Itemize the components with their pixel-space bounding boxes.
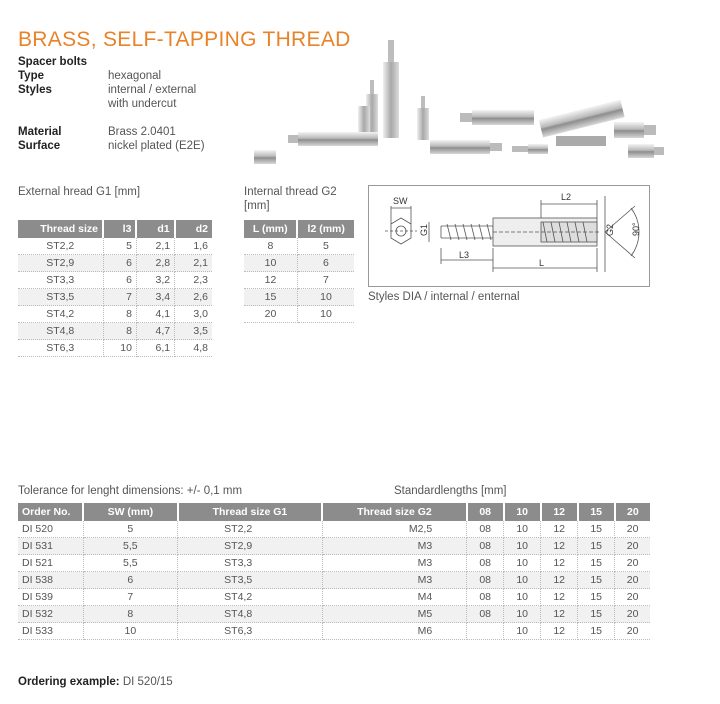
table-row	[18, 538, 650, 555]
table-row	[18, 572, 650, 589]
cell: 7	[103, 289, 136, 306]
cell: ST2,9	[178, 538, 323, 555]
cell: 8	[103, 323, 136, 340]
cell: 08	[467, 555, 504, 572]
cell: ST2,2	[18, 238, 103, 255]
cell: 10	[504, 589, 541, 606]
cell: 20	[615, 555, 650, 572]
cell: 08	[467, 606, 504, 623]
heading-spacer-bolts: Spacer bolts	[18, 56, 88, 68]
cell: DI 520	[18, 521, 83, 538]
cell: 08	[467, 572, 504, 589]
cell: 12	[541, 538, 578, 555]
cell: DI 531	[18, 538, 83, 555]
header-length-08: 08	[467, 503, 504, 521]
cell: ST3,3	[18, 272, 103, 289]
cell: 10	[244, 255, 297, 272]
cell: M2,5	[322, 521, 467, 538]
header-thread-g2: Thread size G2	[322, 503, 467, 521]
cell: 2,6	[175, 289, 212, 306]
cell: 08	[467, 538, 504, 555]
table-row	[18, 555, 650, 572]
table-row	[18, 289, 212, 306]
cell: 08	[467, 589, 504, 606]
cell: 6	[103, 255, 136, 272]
cell: 20	[615, 589, 650, 606]
external-thread-caption: External hread G1 [mm]	[18, 186, 141, 198]
table-row	[18, 272, 212, 289]
cell: 20	[615, 538, 650, 555]
ordering-example-label: Ordering example:	[18, 676, 120, 688]
table-row	[18, 623, 650, 640]
cell: 10	[504, 538, 541, 555]
table-row	[18, 606, 650, 623]
cell: 5,5	[83, 538, 178, 555]
cell: 5	[103, 238, 136, 255]
cell: 3,4	[136, 289, 174, 306]
cell: 15	[578, 538, 615, 555]
label-l2: L2	[561, 192, 572, 202]
cell: ST2,2	[178, 521, 323, 538]
cell: 5	[83, 521, 178, 538]
cell: DI 533	[18, 623, 83, 640]
header-l2: l2 (mm)	[297, 220, 354, 238]
cell: ST6,3	[18, 340, 103, 357]
label-angle: 90°	[631, 222, 641, 236]
order-table	[18, 503, 650, 640]
cell: ST3,5	[178, 572, 323, 589]
cell: 10	[103, 340, 136, 357]
label-g1: G1	[419, 223, 429, 236]
cell: M3	[322, 555, 467, 572]
header-length: L (mm)	[244, 220, 297, 238]
cell: 15	[578, 572, 615, 589]
cell: 5,5	[83, 555, 178, 572]
cell: M3	[322, 572, 467, 589]
table-row	[18, 521, 650, 538]
cell: 12	[541, 555, 578, 572]
styles-value-2: with undercut	[108, 98, 177, 110]
cell: M5	[322, 606, 467, 623]
cell: 2,1	[136, 238, 174, 255]
cell: DI 538	[18, 572, 83, 589]
cell: ST4,8	[18, 323, 103, 340]
cell: 8	[103, 306, 136, 323]
cell: 6	[297, 255, 354, 272]
cell: 15	[578, 589, 615, 606]
cell: 6,1	[136, 340, 174, 357]
cell: M3	[322, 538, 467, 555]
cell: 10	[297, 289, 354, 306]
table-row	[18, 340, 212, 357]
table-row	[244, 289, 354, 306]
cell: DI 521	[18, 555, 83, 572]
cell: 2,3	[175, 272, 212, 289]
cell: 2,1	[175, 255, 212, 272]
surface-label: Surface	[18, 140, 61, 152]
cell: 10	[504, 606, 541, 623]
cell: ST6,3	[178, 623, 323, 640]
cell: 10	[504, 623, 541, 640]
type-value: hexagonal	[108, 70, 162, 82]
cell: M6	[322, 623, 467, 640]
header-d1: d1	[136, 220, 174, 238]
cell: 7	[297, 272, 354, 289]
cell: 7	[83, 589, 178, 606]
cell: 20	[615, 572, 650, 589]
cell: 5	[297, 238, 354, 255]
cell: 12	[541, 572, 578, 589]
cell: 20	[615, 606, 650, 623]
header-length-12: 12	[541, 503, 578, 521]
surface-value: nickel plated (E2E)	[108, 140, 205, 152]
ordering-example-value: DI 520/15	[122, 676, 173, 688]
cell: 6	[103, 272, 136, 289]
cell: 12	[541, 589, 578, 606]
cell: 10	[83, 623, 178, 640]
table-row	[244, 306, 354, 323]
cell: 3,5	[175, 323, 212, 340]
cell: 6	[83, 572, 178, 589]
header-l3: l3	[103, 220, 136, 238]
label-l: L	[539, 258, 545, 268]
label-l3: L3	[459, 250, 470, 260]
product-photo	[240, 40, 680, 180]
table-row	[18, 255, 212, 272]
cell: 2,8	[136, 255, 174, 272]
cell: 10	[504, 555, 541, 572]
diagram-caption: Styles DIA / internal / enternal	[368, 291, 520, 303]
table-row	[18, 323, 212, 340]
cell: 12	[244, 272, 297, 289]
header-length-15: 15	[578, 503, 615, 521]
header-sw: SW (mm)	[83, 503, 178, 521]
table-row	[18, 589, 650, 606]
cell: ST2,9	[18, 255, 103, 272]
cell: ST3,5	[18, 289, 103, 306]
cell: 3,0	[175, 306, 212, 323]
header-d2: d2	[175, 220, 212, 238]
table-row	[244, 238, 354, 255]
cell: 8	[83, 606, 178, 623]
cell: ST4,2	[178, 589, 323, 606]
cell: ST4,8	[178, 606, 323, 623]
external-thread-table	[18, 220, 212, 357]
internal-thread-table	[244, 220, 354, 323]
cell: 12	[541, 521, 578, 538]
cell: 15	[578, 521, 615, 538]
header-length-10: 10	[504, 503, 541, 521]
cell: 3,2	[136, 272, 174, 289]
cell: 20	[615, 521, 650, 538]
cell: 20	[615, 623, 650, 640]
cell: 1,6	[175, 238, 212, 255]
cell: 15	[578, 623, 615, 640]
styles-value: internal / external	[108, 84, 197, 96]
table-row	[18, 238, 212, 255]
cell: 10	[504, 572, 541, 589]
cell: 12	[541, 623, 578, 640]
table-row	[18, 306, 212, 323]
cell: 20	[244, 306, 297, 323]
header-order-no: Order No.	[18, 503, 83, 521]
cell: M4	[322, 589, 467, 606]
label-g2: G2	[605, 223, 615, 236]
material-value: Brass 2.0401	[108, 126, 176, 138]
cell: 10	[504, 521, 541, 538]
header-length-20: 20	[615, 503, 650, 521]
technical-drawing	[368, 185, 650, 287]
ordering-example	[18, 676, 173, 688]
type-label: Type	[18, 70, 44, 82]
label-sw: SW	[393, 196, 408, 206]
cell: 4,1	[136, 306, 174, 323]
internal-thread-caption	[244, 185, 337, 213]
standard-lengths-caption: Standardlengths [mm]	[394, 485, 507, 497]
cell	[467, 623, 504, 640]
cell: 4,7	[136, 323, 174, 340]
table-row	[244, 255, 354, 272]
cell: 15	[578, 606, 615, 623]
page-title: BRASS, SELF-TAPPING THREAD	[18, 28, 351, 52]
cell: 4,8	[175, 340, 212, 357]
internal-thread-caption-line-1: Internal thread G2	[244, 186, 337, 198]
header-thread-size: Thread size	[18, 220, 103, 238]
cell: 10	[297, 306, 354, 323]
cell: 08	[467, 521, 504, 538]
cell: 8	[244, 238, 297, 255]
cell: DI 539	[18, 589, 83, 606]
cell: 15	[578, 555, 615, 572]
header-thread-g1: Thread size G1	[178, 503, 323, 521]
cell: 15	[244, 289, 297, 306]
cell: 12	[541, 606, 578, 623]
tolerance-note: Tolerance for lenght dimensions: +/- 0,1 mm	[18, 485, 243, 497]
table-row	[244, 272, 354, 289]
cell: ST3,3	[178, 555, 323, 572]
cell: ST4,2	[18, 306, 103, 323]
styles-label: Styles	[18, 84, 52, 96]
internal-thread-caption-line-2: [mm]	[244, 200, 270, 212]
material-label: Material	[18, 126, 62, 138]
product-properties	[18, 55, 205, 153]
cell: DI 532	[18, 606, 83, 623]
